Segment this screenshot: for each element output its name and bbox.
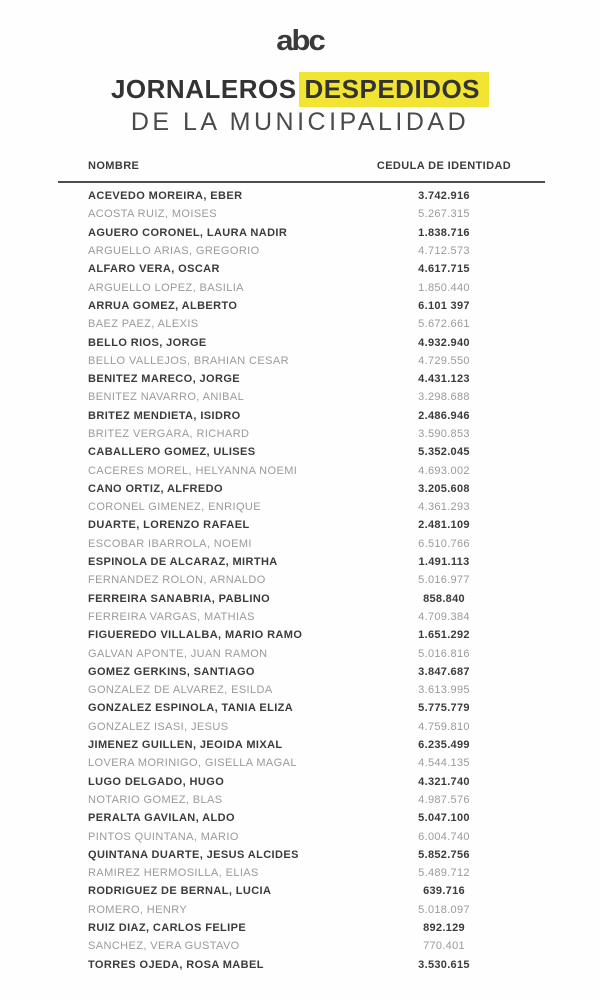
row-name: CABALLERO GOMEZ, ULISES xyxy=(88,446,256,459)
row-cedula: 5.775.779 xyxy=(418,702,470,715)
row-name: ACOSTA RUIZ, MOISES xyxy=(88,208,218,221)
header-divider xyxy=(58,181,545,183)
table-header xyxy=(58,157,545,175)
table-row xyxy=(58,425,545,443)
row-cedula: 5.267.315 xyxy=(418,208,470,221)
table-row xyxy=(58,315,545,333)
table-row xyxy=(58,535,545,553)
table-row xyxy=(58,590,545,608)
column-header-nombre: NOMBRE xyxy=(88,160,140,172)
row-cedula: 4.932.940 xyxy=(418,336,470,349)
row-name: GOMEZ GERKINS, SANTIAGO xyxy=(88,665,255,678)
table-row xyxy=(58,443,545,461)
row-name: ARRUA GOMEZ, ALBERTO xyxy=(88,299,238,312)
table-body xyxy=(58,187,545,974)
row-cedula: 1.838.716 xyxy=(418,226,470,239)
row-cedula: 770.401 xyxy=(423,940,465,953)
row-cedula: 4.709.384 xyxy=(418,610,470,623)
row-cedula: 5.352.045 xyxy=(418,446,470,459)
abc-logo: abc xyxy=(276,24,324,57)
table-row xyxy=(58,901,545,919)
row-name: QUINTANA DUARTE, JESUS ALCIDES xyxy=(88,848,299,861)
row-cedula: 4.361.293 xyxy=(418,501,470,514)
table-row xyxy=(58,260,545,278)
table-row xyxy=(58,937,545,955)
table-row xyxy=(58,205,545,223)
row-cedula: 3.613.995 xyxy=(418,684,470,697)
table-row xyxy=(58,278,545,296)
row-cedula: 639.716 xyxy=(423,885,465,898)
row-cedula: 5.489.712 xyxy=(418,867,470,880)
row-cedula: 4.431.123 xyxy=(418,373,470,386)
row-name: FIGUEREDO VILLALBA, MARIO RAMO xyxy=(88,629,303,642)
row-cedula: 4.544.135 xyxy=(418,757,470,770)
table-row xyxy=(58,461,545,479)
row-cedula: 2.486.946 xyxy=(418,409,470,422)
row-cedula: 4.617.715 xyxy=(418,263,470,276)
row-cedula: 1.850.440 xyxy=(418,281,470,294)
table-row xyxy=(58,663,545,681)
row-name: CACERES MOREL, HELYANNA NOEMI xyxy=(88,464,298,477)
row-cedula: 4.759.810 xyxy=(418,720,470,733)
row-cedula: 3.590.853 xyxy=(418,428,470,440)
column-header-cedula: CEDULA DE IDENTIDAD xyxy=(376,160,512,172)
row-name: AGUERO CORONEL, LAURA NADIR xyxy=(88,226,288,239)
table-row xyxy=(58,187,545,205)
row-cedula: 6.101 397 xyxy=(418,299,470,312)
row-name: PERALTA GAVILAN, ALDO xyxy=(88,812,235,825)
table-row xyxy=(58,553,545,571)
table-row xyxy=(58,773,545,791)
row-name: ACEVEDO MOREIRA, EBER xyxy=(88,190,243,203)
page-title xyxy=(0,72,600,107)
title-highlight: DESPEDIDOS xyxy=(299,72,490,107)
table-row xyxy=(58,827,545,845)
row-name: BELLO RIOS, JORGE xyxy=(88,336,207,349)
row-cedula: 3.205.608 xyxy=(418,482,470,495)
row-cedula: 1.651.292 xyxy=(418,629,470,642)
table-row xyxy=(58,608,545,626)
title-block xyxy=(0,72,600,136)
table-row xyxy=(58,736,545,754)
row-cedula: 6.510.766 xyxy=(418,537,470,550)
row-name: RAMIREZ HERMOSILLA, ELIAS xyxy=(88,867,259,880)
row-name: SANCHEZ, VERA GUSTAVO xyxy=(88,940,240,953)
table-row xyxy=(58,571,545,589)
table-row xyxy=(58,224,545,242)
row-name: FERNANDEZ ROLON, ARNALDO xyxy=(88,574,266,587)
table-row xyxy=(58,864,545,882)
title-part1: JORNALEROS xyxy=(110,74,297,104)
table-row xyxy=(58,699,545,717)
row-name: FERREIRA VARGAS, MATHIAS xyxy=(88,610,255,623)
table-row xyxy=(58,626,545,644)
row-name: ARGUELLO ARIAS, GREGORIO xyxy=(88,245,260,258)
row-name: NOTARIO GOMEZ, BLAS xyxy=(88,793,223,806)
table-row xyxy=(58,919,545,937)
row-name: ALFARO VERA, OSCAR xyxy=(88,263,220,276)
row-name: PINTOS QUINTANA, MARIO xyxy=(88,830,239,843)
table-row xyxy=(58,809,545,827)
row-cedula: 5.016.816 xyxy=(418,647,470,660)
row-name: GONZALEZ ESPINOLA, TANIA ELIZA xyxy=(88,702,294,715)
row-cedula: 5.672.661 xyxy=(418,318,470,331)
row-name: RUIZ DIAZ, CARLOS FELIPE xyxy=(88,922,247,935)
row-cedula: 5.018.097 xyxy=(418,903,470,916)
row-cedula: 3.847.687 xyxy=(418,665,470,678)
row-cedula: 4.321.740 xyxy=(418,775,470,788)
row-name: BENITEZ NAVARRO, ANIBAL xyxy=(88,391,245,404)
table-row xyxy=(58,791,545,809)
row-name: BELLO VALLEJOS, BRAHIAN CESAR xyxy=(88,354,289,367)
row-name: RODRIGUEZ DE BERNAL, LUCIA xyxy=(88,885,272,898)
table-row xyxy=(58,370,545,388)
row-name: GONZALEZ ISASI, JESUS xyxy=(88,720,229,733)
table-row xyxy=(58,333,545,351)
table-row xyxy=(58,846,545,864)
row-name: BRITEZ MENDIETA, ISIDRO xyxy=(88,409,241,422)
row-name: BRITEZ VERGARA, RICHARD xyxy=(88,428,250,440)
page-subtitle: DE LA MUNICIPALIDAD xyxy=(130,108,470,136)
table-row xyxy=(58,388,545,406)
row-cedula: 4.693.002 xyxy=(418,464,470,477)
row-name: FERREIRA SANABRIA, PABLINO xyxy=(88,592,271,605)
row-name: ARGUELLO LOPEZ, BASILIA xyxy=(88,281,244,294)
row-cedula: 2.481.109 xyxy=(418,519,470,532)
employees-table xyxy=(58,157,545,974)
table-row xyxy=(58,718,545,736)
row-cedula: 6.235.499 xyxy=(418,739,470,752)
row-cedula: 5.852.756 xyxy=(418,848,470,861)
table-row xyxy=(58,242,545,260)
row-name: TORRES OJEDA, ROSA MABEL xyxy=(88,958,264,971)
row-name: CANO ORTIZ, ALFREDO xyxy=(88,482,223,495)
row-name: LOVERA MORINIGO, GISELLA MAGAL xyxy=(88,757,297,770)
table-row xyxy=(58,498,545,516)
row-name: BAEZ PAEZ, ALEXIS xyxy=(88,318,199,331)
row-cedula: 892.129 xyxy=(423,922,465,935)
table-row xyxy=(58,644,545,662)
row-cedula: 5.016.977 xyxy=(418,574,470,587)
table-row xyxy=(58,882,545,900)
row-name: DUARTE, LORENZO RAFAEL xyxy=(88,519,250,532)
row-cedula: 4.712.573 xyxy=(418,245,470,258)
table-row xyxy=(58,480,545,498)
header xyxy=(0,0,600,60)
row-name: GONZALEZ DE ALVAREZ, ESILDA xyxy=(88,684,273,697)
table-row xyxy=(58,681,545,699)
table-row xyxy=(58,352,545,370)
row-cedula: 4.729.550 xyxy=(418,354,470,367)
table-row xyxy=(58,955,545,973)
row-name: GALVAN APONTE, JUAN RAMON xyxy=(88,647,268,660)
row-name: ROMERO, HENRY xyxy=(88,903,188,916)
row-cedula: 6.004.740 xyxy=(418,830,470,843)
row-cedula: 4.987.576 xyxy=(418,793,470,806)
row-cedula: 5.047.100 xyxy=(418,812,470,825)
row-cedula: 1.491.113 xyxy=(418,556,470,569)
row-name: BENITEZ MARECO, JORGE xyxy=(88,373,241,386)
row-name: ESCOBAR IBARROLA, NOEMI xyxy=(88,537,252,550)
table-row xyxy=(58,754,545,772)
row-cedula: 3.530.615 xyxy=(418,958,470,971)
table-row xyxy=(58,297,545,315)
row-cedula: 3.298.688 xyxy=(418,391,470,404)
row-cedula: 858.840 xyxy=(423,592,465,605)
table-row xyxy=(58,516,545,534)
table-row xyxy=(58,407,545,425)
row-name: JIMENEZ GUILLEN, JEOIDA MIXAL xyxy=(88,739,283,752)
row-name: CORONEL GIMENEZ, ENRIQUE xyxy=(88,501,261,514)
row-name: ESPINOLA DE ALCARAZ, MIRTHA xyxy=(88,556,278,569)
row-cedula: 3.742.916 xyxy=(418,190,470,203)
row-name: LUGO DELGADO, HUGO xyxy=(88,775,225,788)
